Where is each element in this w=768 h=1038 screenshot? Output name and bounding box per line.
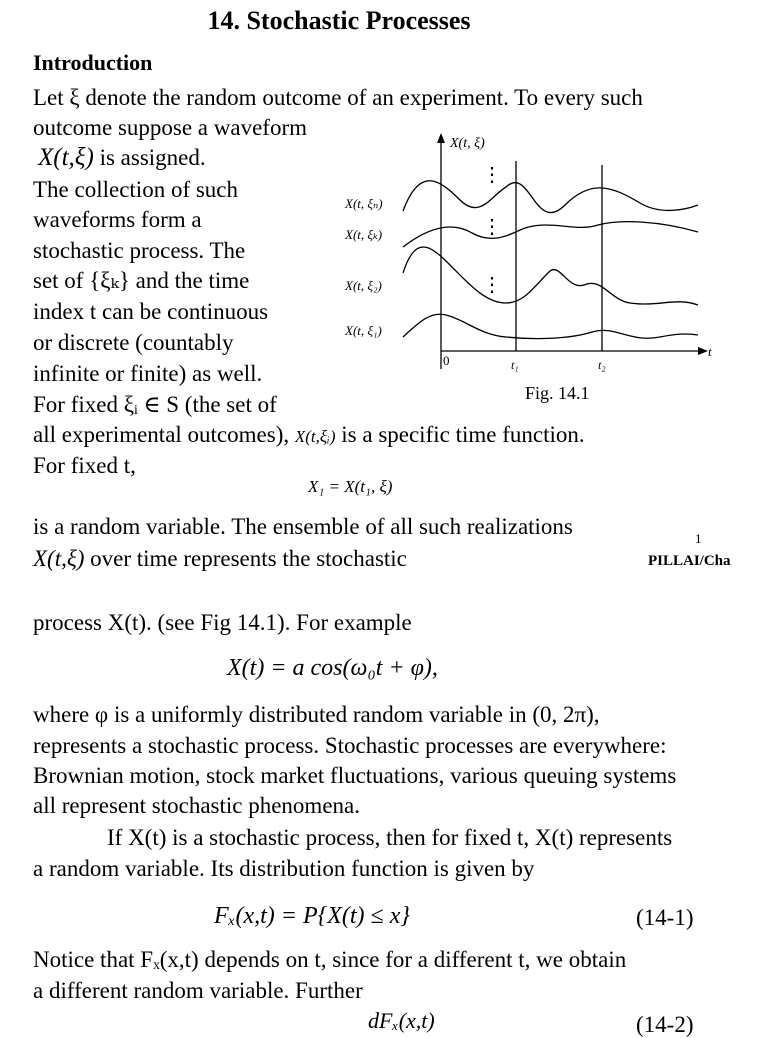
- text-line: infinite or finite) as well.: [33, 361, 263, 386]
- origin-label: 0: [443, 353, 450, 368]
- text-line: a different random variable. Further: [33, 978, 363, 1003]
- equation-distribution: Fₓ(x,t) = P{X(t) ≤ x}: [214, 903, 410, 929]
- figure-14-1: [330, 125, 730, 415]
- text-fragment: all experimental outcomes),: [33, 422, 290, 447]
- curve-label: X(t, ξ₁): [345, 323, 382, 338]
- footer-author: PILLAI/Cha: [648, 553, 731, 569]
- text-line: a random variable. Its distribution function is given by: [33, 856, 535, 881]
- text-fragment: over time represents the stochastic: [84, 546, 407, 571]
- waveform-xi-n: [403, 181, 698, 213]
- equation-cosine: X(t) = a cos(ω₀t + φ),: [227, 655, 438, 681]
- page-number: 1: [695, 531, 702, 546]
- section-heading: Introduction: [33, 50, 153, 75]
- text-line: process X(t). (see Fig 14.1). For example: [33, 610, 412, 635]
- math-x-t-xi-i: X(t,ξᵢ): [294, 427, 336, 446]
- text-line: For fixed t,: [33, 453, 136, 478]
- vertical-dots: ⋮: [482, 274, 502, 296]
- text-line: all represent stochastic phenomena.: [33, 793, 360, 818]
- y-axis-label: X(t, ξ): [450, 136, 485, 151]
- text-line: Let ξ denote the random outcome of an experiment. To every such: [33, 85, 643, 110]
- y-axis-arrow: [437, 133, 445, 143]
- text-fragment: is assigned.: [93, 145, 206, 170]
- waveform-xi-k: [403, 222, 698, 247]
- page-title: 14. Stochastic Processes: [207, 6, 471, 35]
- vertical-dots: ⋮: [482, 164, 502, 186]
- curve-label: X(t, ξₖ): [345, 227, 383, 242]
- waveform-xi-1: [403, 314, 698, 338]
- text-line: For fixed ξᵢ ∈ S (the set of: [33, 392, 277, 417]
- waveform-xi-2: [403, 247, 698, 305]
- text-line: stochastic process. The: [33, 238, 246, 263]
- text-line: or discrete (countably: [33, 330, 234, 355]
- math-x-t-xi: X(t,ξ): [33, 546, 85, 571]
- equation-number: (14-1): [636, 905, 694, 930]
- equation-number: (14-2): [636, 1012, 694, 1037]
- curve-label: X(t, ξₙ): [345, 196, 383, 211]
- equation-x1: X₁ = X(t₁, ξ): [308, 477, 393, 496]
- text-line: represents a stochastic process. Stochastic processes are everywhere:: [33, 733, 667, 758]
- text-line: is a random variable. The ensemble of all such realizations: [33, 514, 573, 539]
- t2-label: t₂: [598, 358, 606, 372]
- text-line: set of {ξₖ} and the time: [33, 268, 250, 293]
- t1-label: t₁: [511, 358, 519, 372]
- equation-density-partial: dFₓ(x,t): [368, 1008, 435, 1033]
- x-axis-arrow: [698, 347, 708, 355]
- figure-caption: Fig. 14.1: [525, 383, 590, 403]
- text-fragment: is a specific time function.: [335, 422, 585, 447]
- text-line: index t can be continuous: [33, 299, 269, 324]
- text-line: Notice that Fₓ(x,t) depends on t, since for a different t, we obtain: [33, 947, 627, 972]
- text-line: Brownian motion, stock market fluctuations, various queuing systems: [33, 763, 677, 788]
- curve-label: X(t, ξ₂): [345, 278, 382, 293]
- text-line: If X(t) is a stochastic process, then for fixed t, X(t) represents: [107, 825, 673, 850]
- x-axis-label: t: [708, 344, 712, 359]
- vertical-dots: ⋮: [482, 216, 502, 238]
- math-x-t-xi: X(t,ξ): [38, 144, 94, 171]
- text-line: waveforms form a: [33, 207, 202, 232]
- text-line: outcome suppose a waveform: [33, 115, 308, 140]
- text-line: The collection of such: [33, 177, 239, 202]
- text-line: where φ is a uniformly distributed random variable in (0, 2π),: [33, 702, 600, 727]
